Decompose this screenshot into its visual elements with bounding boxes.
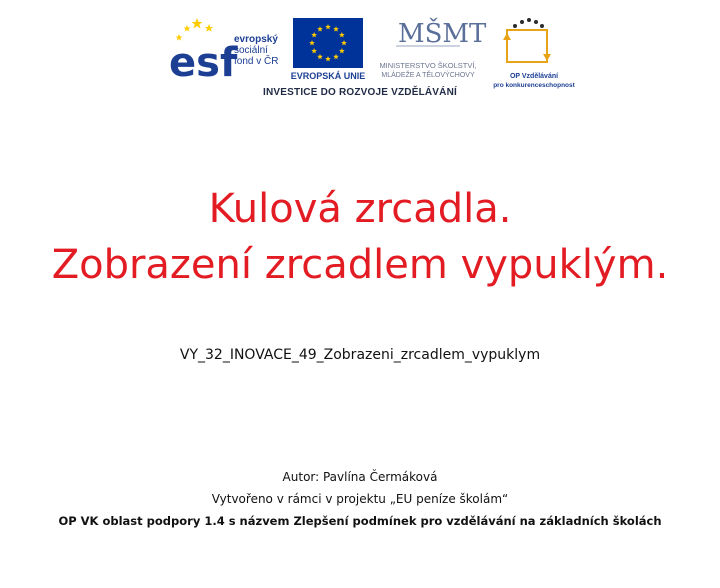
title-line-2: Zobrazení zrcadlem vypuklým. [51,242,669,288]
esf-mark: esf [169,40,238,80]
esf-line-2: sociální [234,45,268,56]
esf-line-3: fond v ČR [234,56,279,67]
msmt-mark: MŠMT [398,19,487,49]
arrow-up-icon [503,33,511,40]
author-line: Autor: Pavlína Čermáková [282,470,438,484]
eu-flag-logo [291,18,367,82]
msmt-logo [368,16,488,86]
logo-tagline: INVESTICE DO ROZVOJE VZDĚLÁVÁNÍ [263,87,458,98]
arrow-down-icon [543,54,551,61]
esf-line-1: evropský [234,34,278,45]
op-support-line: OP VK oblast podpory 1.4 s názvem Zlepšení podmínek pro vzdělávání na základních školách [58,514,662,528]
op-line-2: pro konkurenceschopnost [493,82,575,89]
msmt-line-1: MINISTERSTVO ŠKOLSTVÍ, [379,61,477,70]
op-logo [493,16,575,90]
eu-label: EVROPSKÁ UNIE [291,71,366,81]
msmt-line-2: MLÁDEŽE A TĚLOVÝCHOVY [381,72,475,79]
esf-logo [167,16,285,80]
title-line-1: Kulová zrcadla. [208,186,512,232]
material-code: VY_32_INOVACE_49_Zobrazeni_zrcadlem_vypuklym [179,347,541,363]
project-line: Vytvořeno v rámci v projektu „EU peníze školám“ [211,492,509,506]
logo-band [163,12,583,100]
op-line-1: OP Vzdělávání [509,73,559,80]
